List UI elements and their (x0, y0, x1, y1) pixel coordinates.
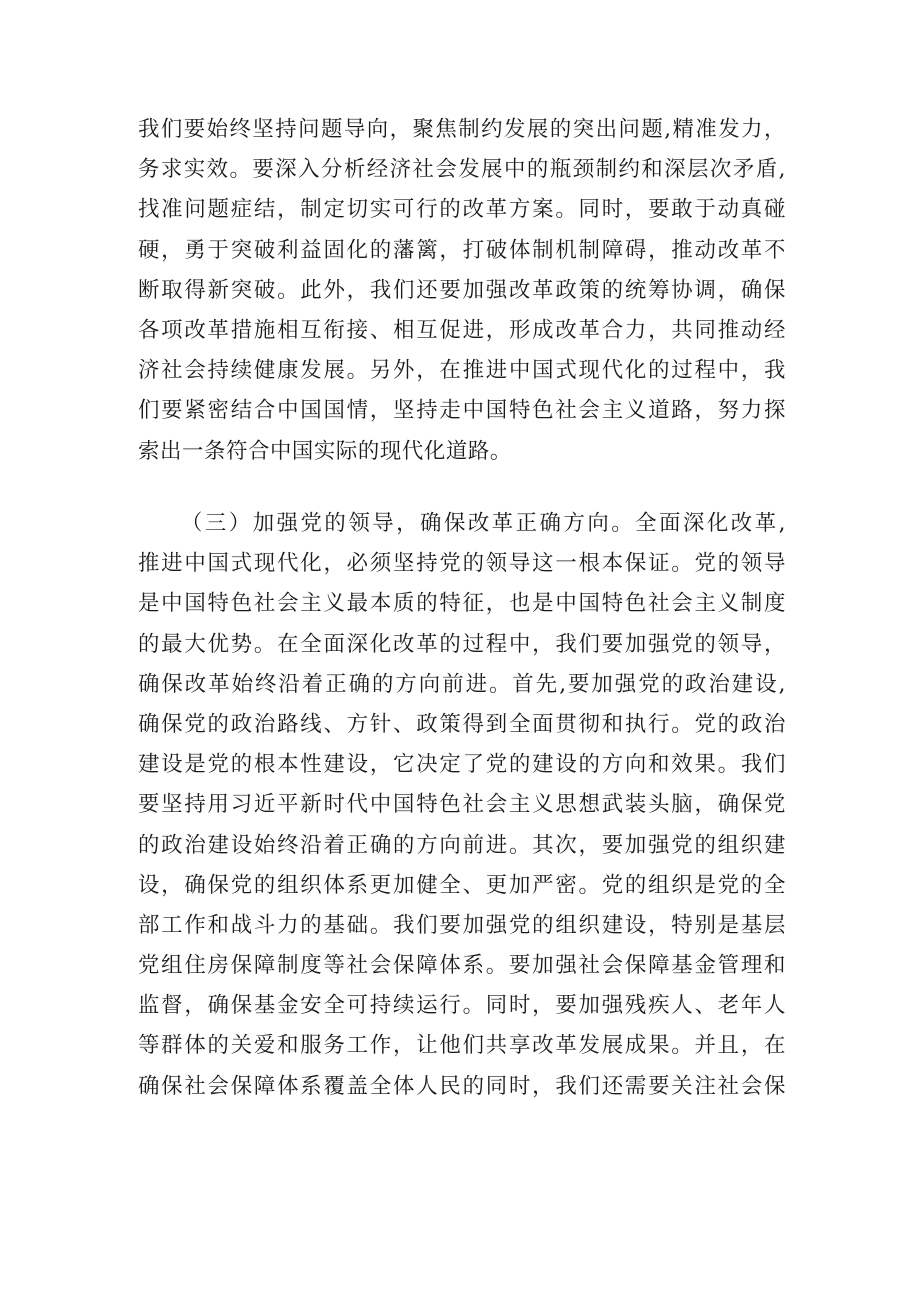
text-line: 部工作和战斗力的基础。我们要加强党的组织建设，特别是基层 (138, 912, 786, 938)
text-line: 硬，勇于突破利益固化的藩篱，打破体制机制障碍，推动改革不 (138, 237, 786, 263)
text-line: 找准问题症结，制定切实可行的改革方案。同时，要敢于动真碰 (138, 197, 786, 223)
text-line: 是中国特色社会主义最本质的特征，也是中国特色社会主义制度 (138, 591, 786, 617)
text-line: 务求实效。要深入分析经济社会发展中的瓶颈制约和深层次矛盾, (138, 157, 786, 183)
text-line: 的最大优势。在全面深化改革的过程中，我们要加强党的领导， (138, 631, 786, 657)
text-line: 我们要始终坚持问题导向，聚焦制约发展的突出问题,精准发力， (138, 117, 786, 142)
section-heading-line: （三）加强党的领导，确保改革正确方向。全面深化改革, (181, 511, 786, 536)
text-line: 要坚持用习近平新时代中国特色社会主义思想武装头脑，确保党 (138, 792, 786, 818)
text-line: 各项改革措施相互衔接、相互促进，形成改革合力，共同推动经 (138, 317, 786, 343)
text-line: 等群体的关爱和服务工作，让他们共享改革发展成果。并且，在 (138, 1033, 786, 1059)
text-line: 们要紧密结合中国国情，坚持走中国特色社会主义道路，努力探 (138, 398, 786, 424)
text-line: 监督，确保基金安全可持续运行。同时，要加强残疾人、老年人 (138, 993, 786, 1019)
text-line: 确保改革始终沿着正确的方向前进。首先,要加强党的政治建设, (138, 671, 786, 697)
text-line: 党组住房保障制度等社会保障体系。要加强社会保障基金管理和 (138, 953, 786, 979)
paragraph-problem-orientation (138, 110, 786, 472)
text-line: 的政治建设始终沿着正确的方向前进。其次，要加强党的组织建 (138, 832, 786, 858)
text-line: 确保社会保障体系覆盖全体人民的同时，我们还需要关注社会保 (138, 1073, 786, 1099)
text-line: 济社会持续健康发展。另外，在推进中国式现代化的过程中，我 (138, 358, 786, 384)
text-line: 建设是党的根本性建设，它决定了党的建设的方向和效果。我们 (138, 752, 786, 778)
text-line: 确保党的政治路线、方针、政策得到全面贯彻和执行。党的政治 (138, 711, 786, 737)
text-line: 断取得新突破。此外，我们还要加强改革政策的统筹协调，确保 (138, 277, 786, 303)
paragraph-party-leadership (138, 504, 786, 1107)
text-line: 设，确保党的组织体系更加健全、更加严密。党的组织是党的全 (138, 872, 786, 898)
text-line: 索出一条符合中国实际的现代化道路。 (138, 438, 512, 464)
text-line: 推进中国式现代化，必须坚持党的领导这一根本保证。党的领导 (138, 551, 786, 577)
